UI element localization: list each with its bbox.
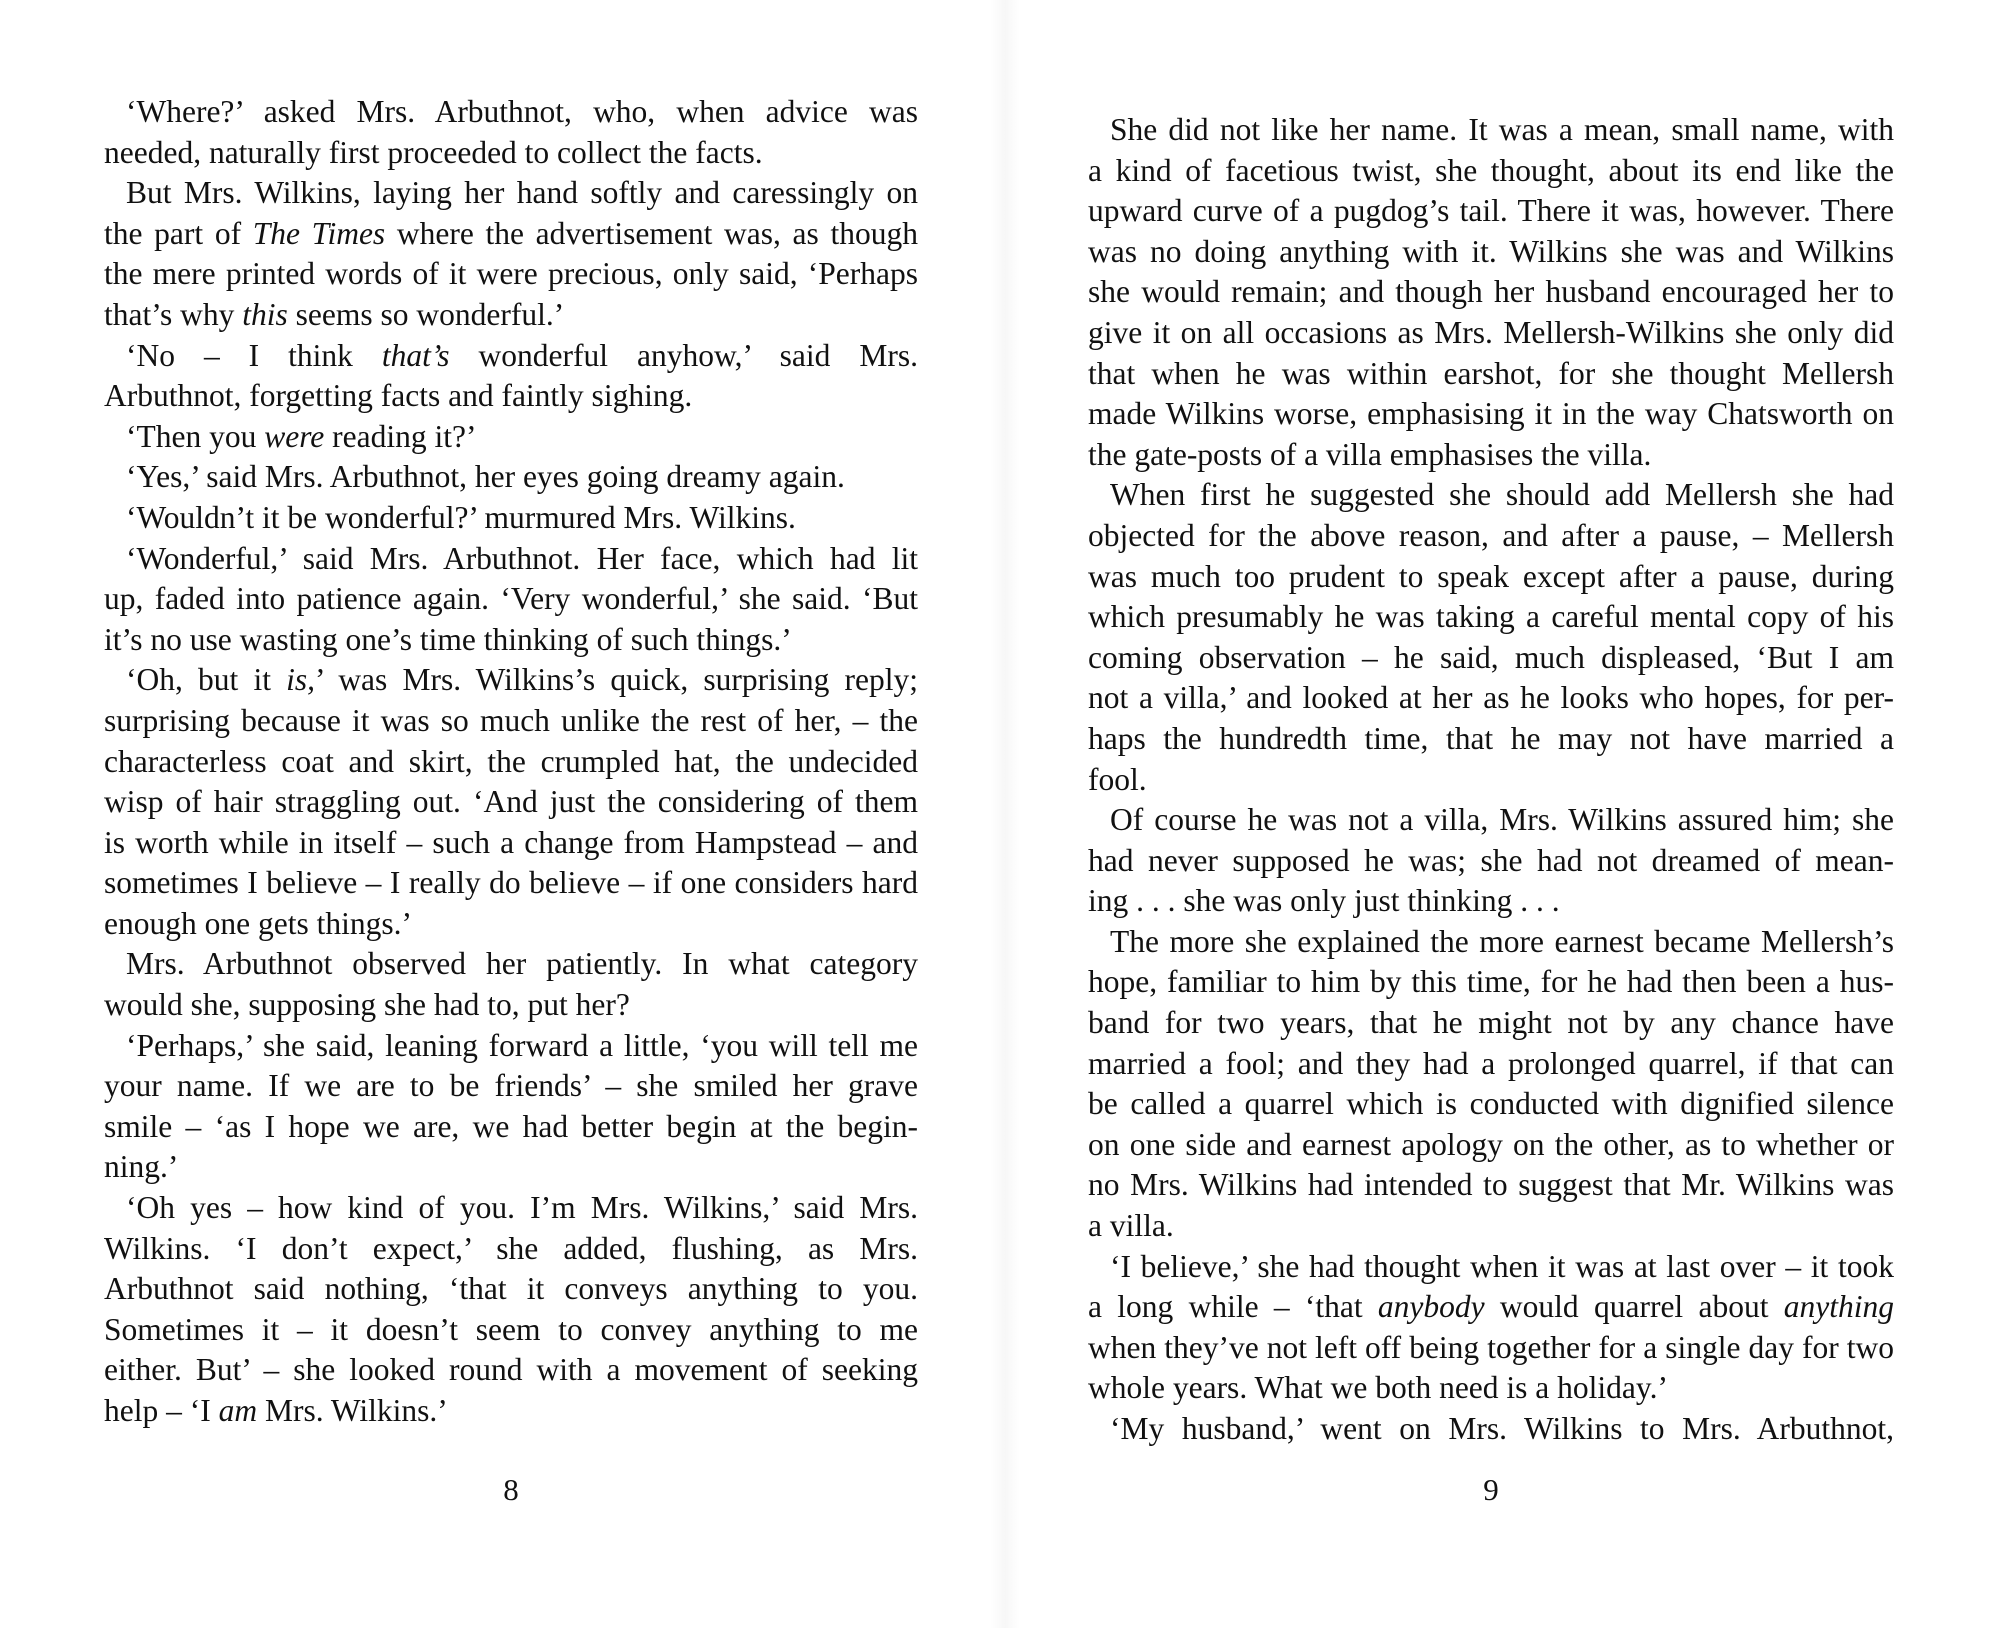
text-line: hope, familiar to him by this time, for he had then been a hus- xyxy=(1088,964,1894,1000)
text-line: Wilkins. ‘I don’t expect,’ she added, flushing, as Mrs. xyxy=(104,1230,918,1266)
text-line xyxy=(104,214,918,255)
text-line: upward curve of a pugdog’s tail. There it was, however. There xyxy=(1088,193,1894,229)
text-line: characterless coat and skirt, the crumpled hat, the undecided xyxy=(104,743,918,779)
text-line: enough one gets things.’ xyxy=(104,905,412,941)
italic-segment: am xyxy=(218,1393,258,1428)
line-segment: would quarrel about xyxy=(1484,1289,1784,1325)
line-segment: where the advertisement was, as though xyxy=(385,215,918,251)
text-line: Mrs. Arbuthnot observed her patiently. In what category xyxy=(126,946,918,982)
left-page-text xyxy=(104,92,918,1432)
text-line: smile – ‘as I hope we are, we had better begin at the begin- xyxy=(104,1108,918,1144)
text-line: haps the hundredth time, that he may not have married a xyxy=(1088,720,1894,756)
text-line: would she, supposing she had to, put her? xyxy=(104,987,630,1023)
text-line: it’s no use wasting one’s time thinking of such things.’ xyxy=(104,621,792,657)
page-number-left: 8 xyxy=(503,1472,519,1507)
text-line: is worth while in itself – such a change from Hampstead – and xyxy=(104,824,918,860)
text-line xyxy=(104,660,918,701)
line-segment: reading it?’ xyxy=(324,418,477,454)
text-line: whole years. What we both need is a holiday.’ xyxy=(1088,1370,1668,1406)
text-line: was much too prudent to speak except after a pause, during xyxy=(1088,558,1894,594)
line-segment: the part of xyxy=(104,215,253,251)
text-line xyxy=(104,295,918,336)
text-line: when they’ve not left off being together for a single day for two xyxy=(1088,1329,1894,1365)
text-line: ‘Wonderful,’ said Mrs. Arbuthnot. Her face, which had lit xyxy=(126,540,918,576)
italic-segment: this xyxy=(242,296,288,332)
text-line: ‘My husband,’ went on Mrs. Wilkins to Mrs. Arbuthnot, xyxy=(1110,1411,1894,1446)
text-line: ‘Yes,’ said Mrs. Arbuthnot, her eyes going dreamy again. xyxy=(126,459,845,495)
text-line: a kind of facetious twist, she thought, about its end like the xyxy=(1088,152,1894,188)
text-line: made Wilkins worse, emphasising it in the way Chatsworth on xyxy=(1088,396,1894,432)
text-line: your name. If we are to be friends’ – she smiled her grave xyxy=(104,1068,918,1104)
line-segment: ‘No – I think xyxy=(126,337,382,373)
text-line: Arbuthnot said nothing, ‘that it conveys anything to you. xyxy=(104,1271,918,1307)
text-line: needed, naturally first proceeded to collect the facts. xyxy=(104,134,763,170)
text-line: had never supposed he was; she had not dreamed of mean- xyxy=(1088,842,1894,878)
page-number-right: 9 xyxy=(1483,1472,1499,1507)
text-line: ‘Wouldn’t it be wonderful?’ murmured Mrs. Wilkins. xyxy=(126,499,796,535)
text-line: surprising because it was so much unlike the rest of her, – the xyxy=(104,702,918,738)
text-line: Of course he was not a villa, Mrs. Wilkins assured him; she xyxy=(1110,802,1894,838)
text-line: wisp of hair straggling out. ‘And just the considering of them xyxy=(104,784,918,820)
text-line: was no doing anything with it. Wilkins she was and Wilkins xyxy=(1088,233,1894,269)
text-line: no Mrs. Wilkins had intended to suggest that Mr. Wilkins was xyxy=(1088,1167,1894,1203)
line-segment: ‘Then you xyxy=(126,418,265,454)
italic-segment: anything xyxy=(1783,1289,1894,1325)
italic-segment: is, xyxy=(286,662,315,698)
italic-segment: that’s xyxy=(381,337,450,373)
text-line: She did not like her name. It was a mean, small name, with xyxy=(1110,112,1894,147)
text-line: The more she explained the more earnest became Mellersh’s xyxy=(1110,923,1894,959)
text-line: But Mrs. Wilkins, laying her hand softly and caressingly on xyxy=(126,175,918,211)
text-line: a villa. xyxy=(1088,1208,1174,1244)
text-line xyxy=(104,417,918,458)
text-line: not a villa,’ and looked at her as he looks who hopes, for per- xyxy=(1088,680,1894,716)
text-line xyxy=(104,336,918,377)
text-line: ‘Perhaps,’ she said, leaning forward a little, ‘you will tell me xyxy=(126,1027,918,1063)
line-segment: help – ‘I xyxy=(104,1393,219,1428)
line-segment: ‘Oh, but it xyxy=(126,662,287,698)
text-line: ‘Oh yes – how kind of you. I’m Mrs. Wilkins,’ said Mrs. xyxy=(126,1190,918,1226)
line-segment: seems so wonderful.’ xyxy=(287,296,565,332)
text-line: objected for the above reason, and after a pause, – Mellersh xyxy=(1088,517,1894,553)
text-line: which presumably he was taking a careful mental copy of his xyxy=(1088,599,1894,635)
book-gutter xyxy=(990,0,1020,1628)
text-line: ing . . . she was only just thinking . . . xyxy=(1088,883,1560,919)
line-segment: Mrs. Wilkins.’ xyxy=(257,1393,448,1428)
text-line: she would remain; and though her husband encouraged her to xyxy=(1088,274,1894,310)
text-line: that when he was within earshot, for she thought Mellersh xyxy=(1088,355,1894,391)
text-line: coming observation – he said, much displeased, ‘But I am xyxy=(1088,639,1894,675)
text-line: sometimes I believe – I really do believe – if one considers hard xyxy=(104,865,918,901)
text-line: the mere printed words of it were precious, only said, ‘Perhaps xyxy=(104,256,918,292)
line-segment: wonderful anyhow,’ said Mrs. xyxy=(449,337,918,373)
text-line xyxy=(1088,1287,1894,1328)
text-line: give it on all occasions as Mrs. Mellersh-Wilkins she only did xyxy=(1088,314,1894,350)
text-line: up, faded into patience again. ‘Very wonderful,’ she said. ‘But xyxy=(104,581,918,617)
text-line xyxy=(104,1391,918,1432)
text-line: ‘I believe,’ she had thought when it was at last over – it took xyxy=(1110,1248,1894,1284)
right-page-text xyxy=(1088,110,1894,1450)
text-line: ning.’ xyxy=(104,1149,179,1185)
italic-segment: anybody xyxy=(1377,1289,1485,1325)
text-line: When first he suggested she should add Mellersh she had xyxy=(1110,477,1894,513)
text-line: the gate-posts of a villa emphasises the villa. xyxy=(1088,436,1652,472)
text-line: Arbuthnot, forgetting facts and faintly sighing. xyxy=(104,378,693,414)
line-segment: ’ was Mrs. Wilkins’s quick, surprising reply; xyxy=(315,662,918,698)
text-line: be called a quarrel which is conducted with dignified silence xyxy=(1088,1086,1894,1122)
italic-segment: The Times xyxy=(252,215,386,251)
text-line: ‘Where?’ asked Mrs. Arbuthnot, who, when advice was xyxy=(126,94,918,129)
italic-segment: were xyxy=(264,418,325,454)
text-line: fool. xyxy=(1088,761,1147,797)
text-line: married a fool; and they had a prolonged quarrel, if that can xyxy=(1088,1045,1894,1081)
line-segment: that’s why xyxy=(104,296,243,332)
text-line: either. But’ – she looked round with a movement of seeking xyxy=(104,1352,918,1388)
line-segment: a long while – ‘that xyxy=(1088,1289,1378,1325)
text-line: on one side and earnest apology on the other, as to whether or xyxy=(1088,1126,1894,1162)
text-line: band for two years, that he might not by any chance have xyxy=(1088,1005,1894,1041)
text-line: Sometimes it – it doesn’t seem to convey anything to me xyxy=(104,1311,918,1347)
